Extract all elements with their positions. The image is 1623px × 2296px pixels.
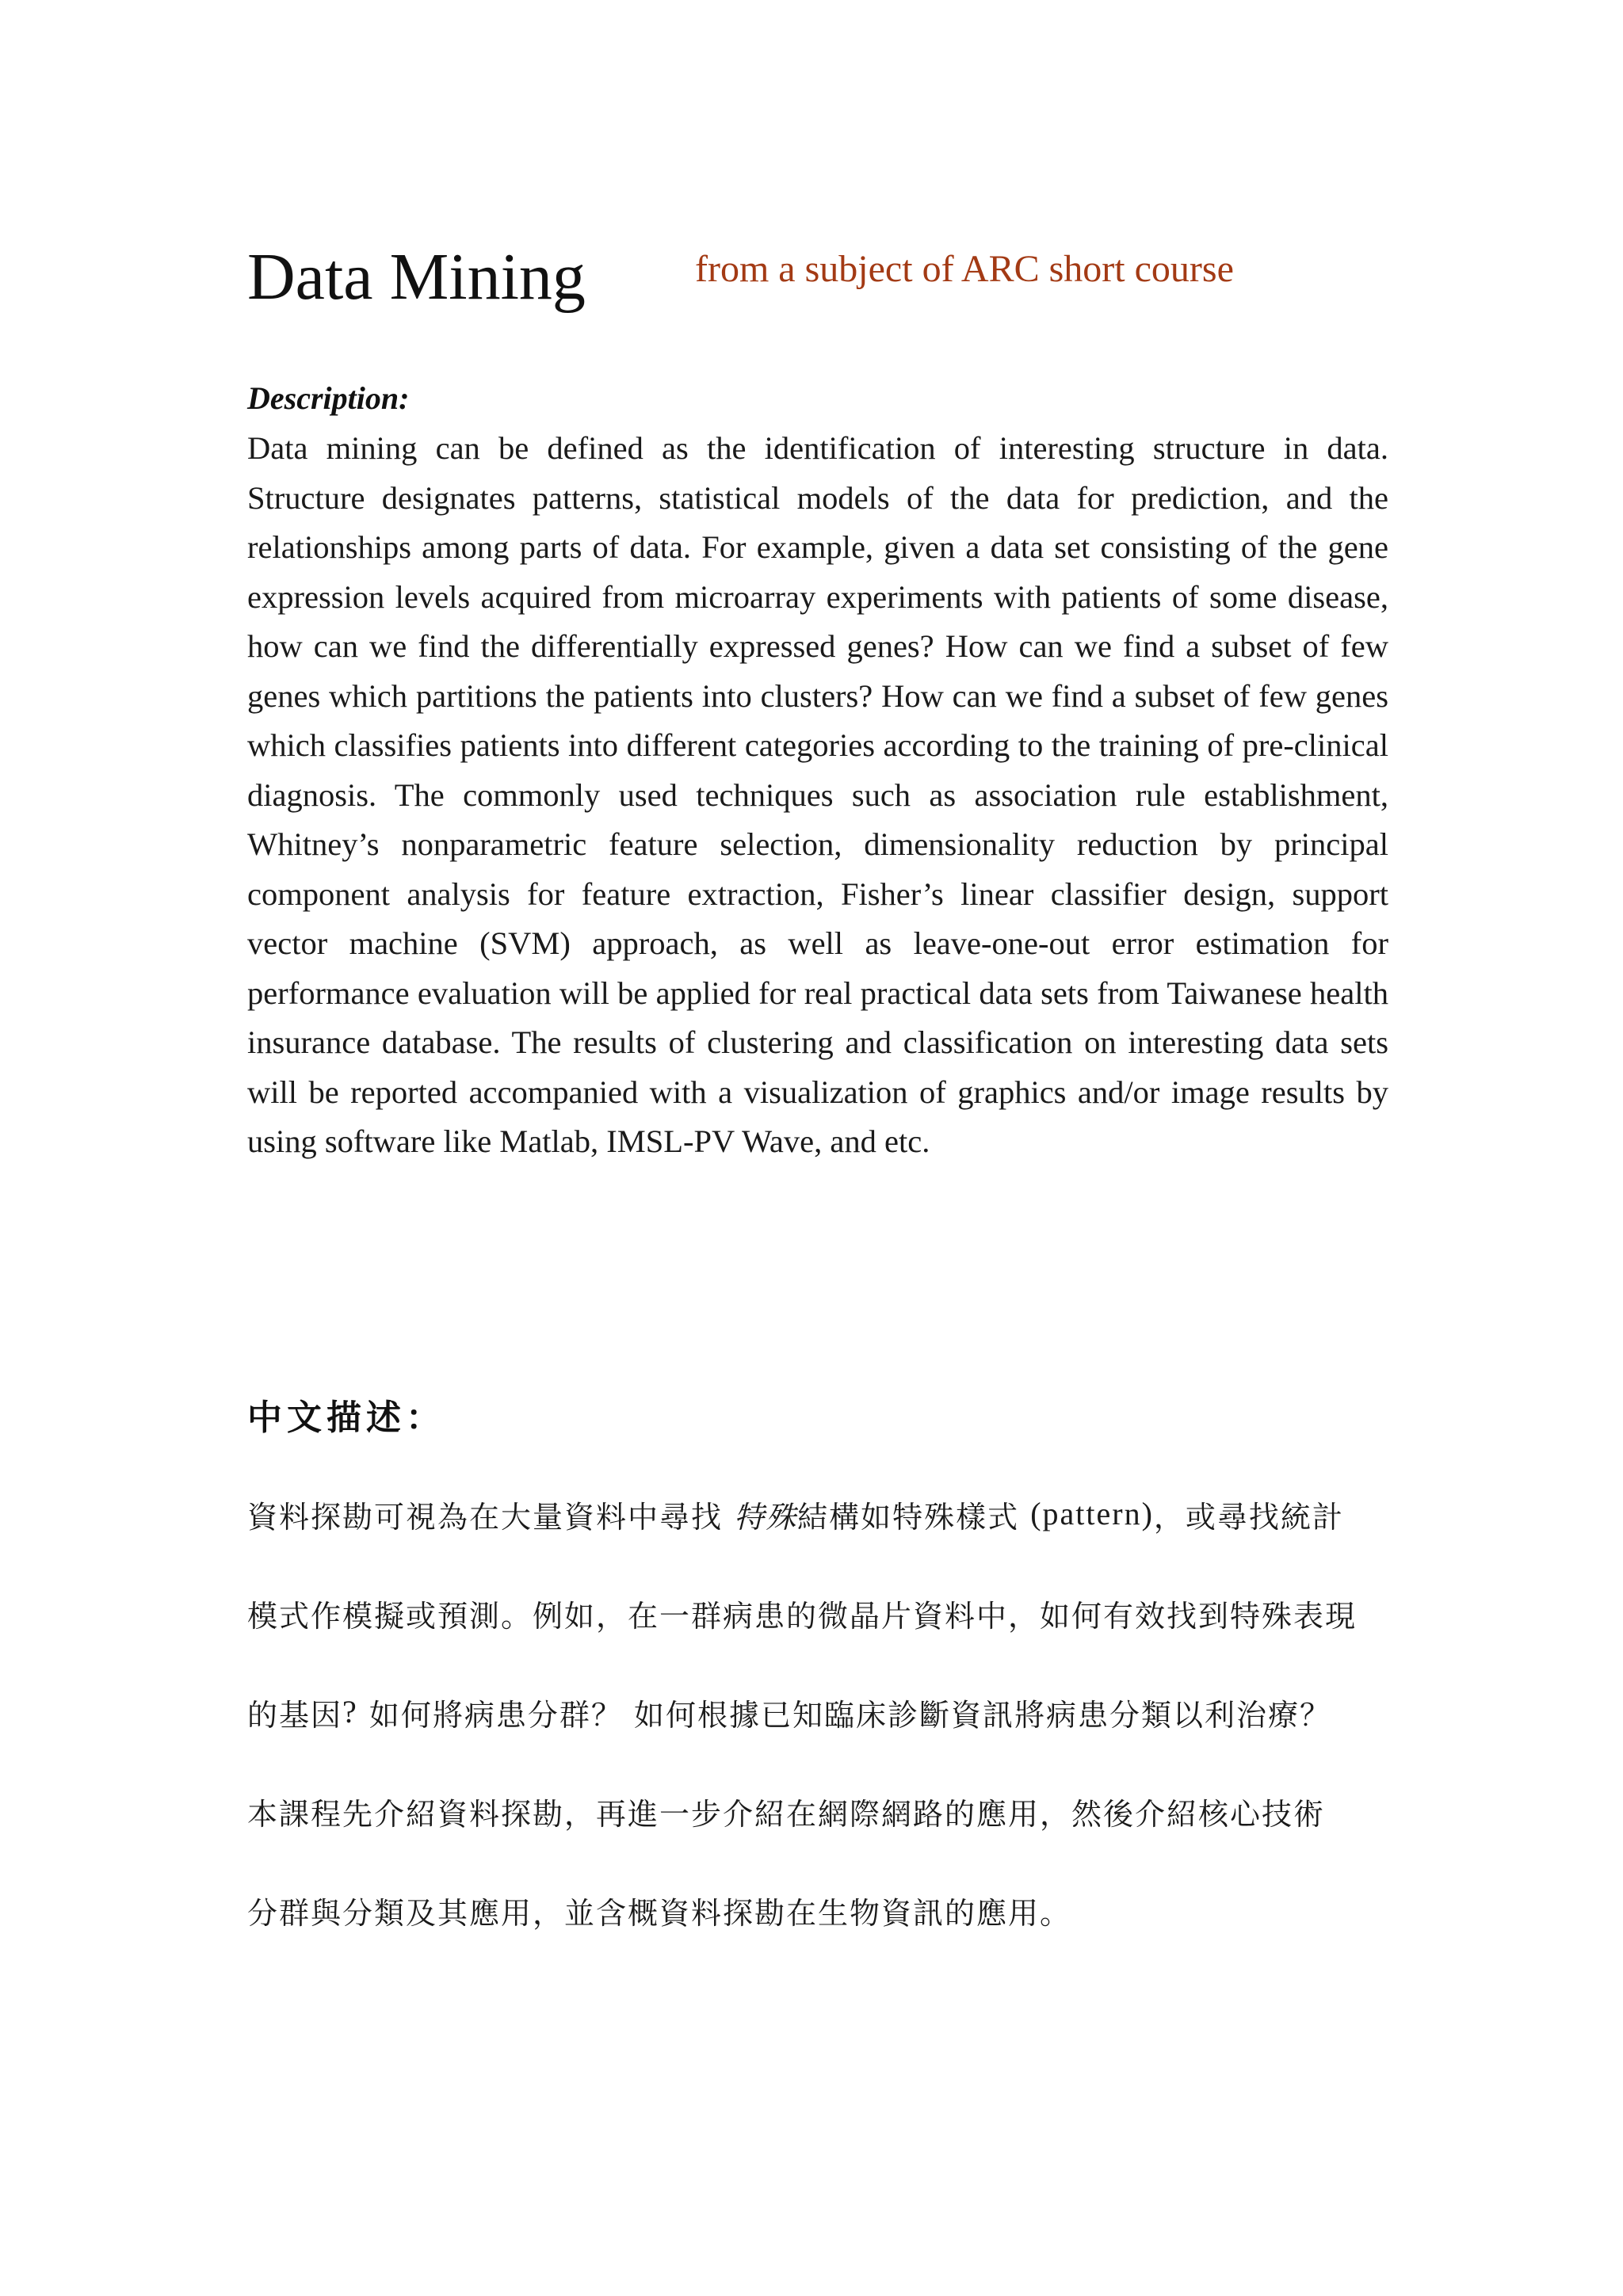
title-row [247,230,1388,325]
chinese-line-3-part-a: 的基因 [247,1698,343,1733]
chinese-line-1-part-c: ，或尋找統計 [1153,1500,1344,1535]
chinese-line-1-part-a: 資料探勘可視為在大量資料中尋找 [247,1500,735,1535]
chinese-line-1-part-b: 結構如特殊樣式 [797,1500,1031,1535]
chinese-paragraph-line-2: 模式作模擬或預測。例如，在一群病患的微晶片資料中，如何有效找到特殊表現 [247,1599,1358,1634]
description-heading: Description: [247,380,410,416]
description-body: Data mining can be defined as the identification of interesting structure in data. Structure designates patterns, statistical models of the data for prediction, and the relationships among parts of data. For example, given a data set consisting of the gene expression levels acquired from microarray experiments with patients of some disease, how can we find the differentially expressed genes? How can we find a subset of few genes which partitions the patients into clusters? How can we find a subset of few genes which classifies patients into different categories according to the training of pre-clinical diagnosis. The commonly used techniques such as association rule establishment, Whitney’s nonparametric feature selection, dimensionality reduction by principal component analysis for feature extraction, Fisher’s linear classifier design, support vector machine (SVM) approach, as well as leave-one-out error estimation for performance evaluation will be applied for real practical data sets from Taiwanese health insurance database. The results of clustering and classification on interesting data sets will be reported accompanied with a visualization of graphics and/or image results by using software like Matlab, IMSL-PV Wave, and etc. [247,430,1388,1159]
page-subtitle: from a subject of ARC short course [695,248,1234,290]
chinese-paragraph-line-5: 分群與分類及其應用，並含概資料探勘在生物資訊的應用。 [247,1896,1072,1931]
chinese-line-3-question: ? [342,1694,358,1730]
chinese-paragraph-line-1 [247,1493,1388,1541]
chinese-description-heading: 中文描述： [247,1398,445,1438]
page-title: Data Mining [247,240,586,314]
chinese-line-3-part-b: 如何將病患分群？ 如何根據已知臨床診斷資訊將病患分類以利治療？ [357,1698,1331,1733]
chinese-paragraph-line-3 [247,1691,1388,1739]
chinese-paragraph-line-4: 本課程先介紹資料探勘，再進一步介紹在網際網路的應用，然後介紹核心技術 [247,1797,1326,1832]
chinese-line-1-latin: (pattern) [1030,1496,1154,1531]
chinese-line-1-italic: 特殊 [734,1500,798,1535]
